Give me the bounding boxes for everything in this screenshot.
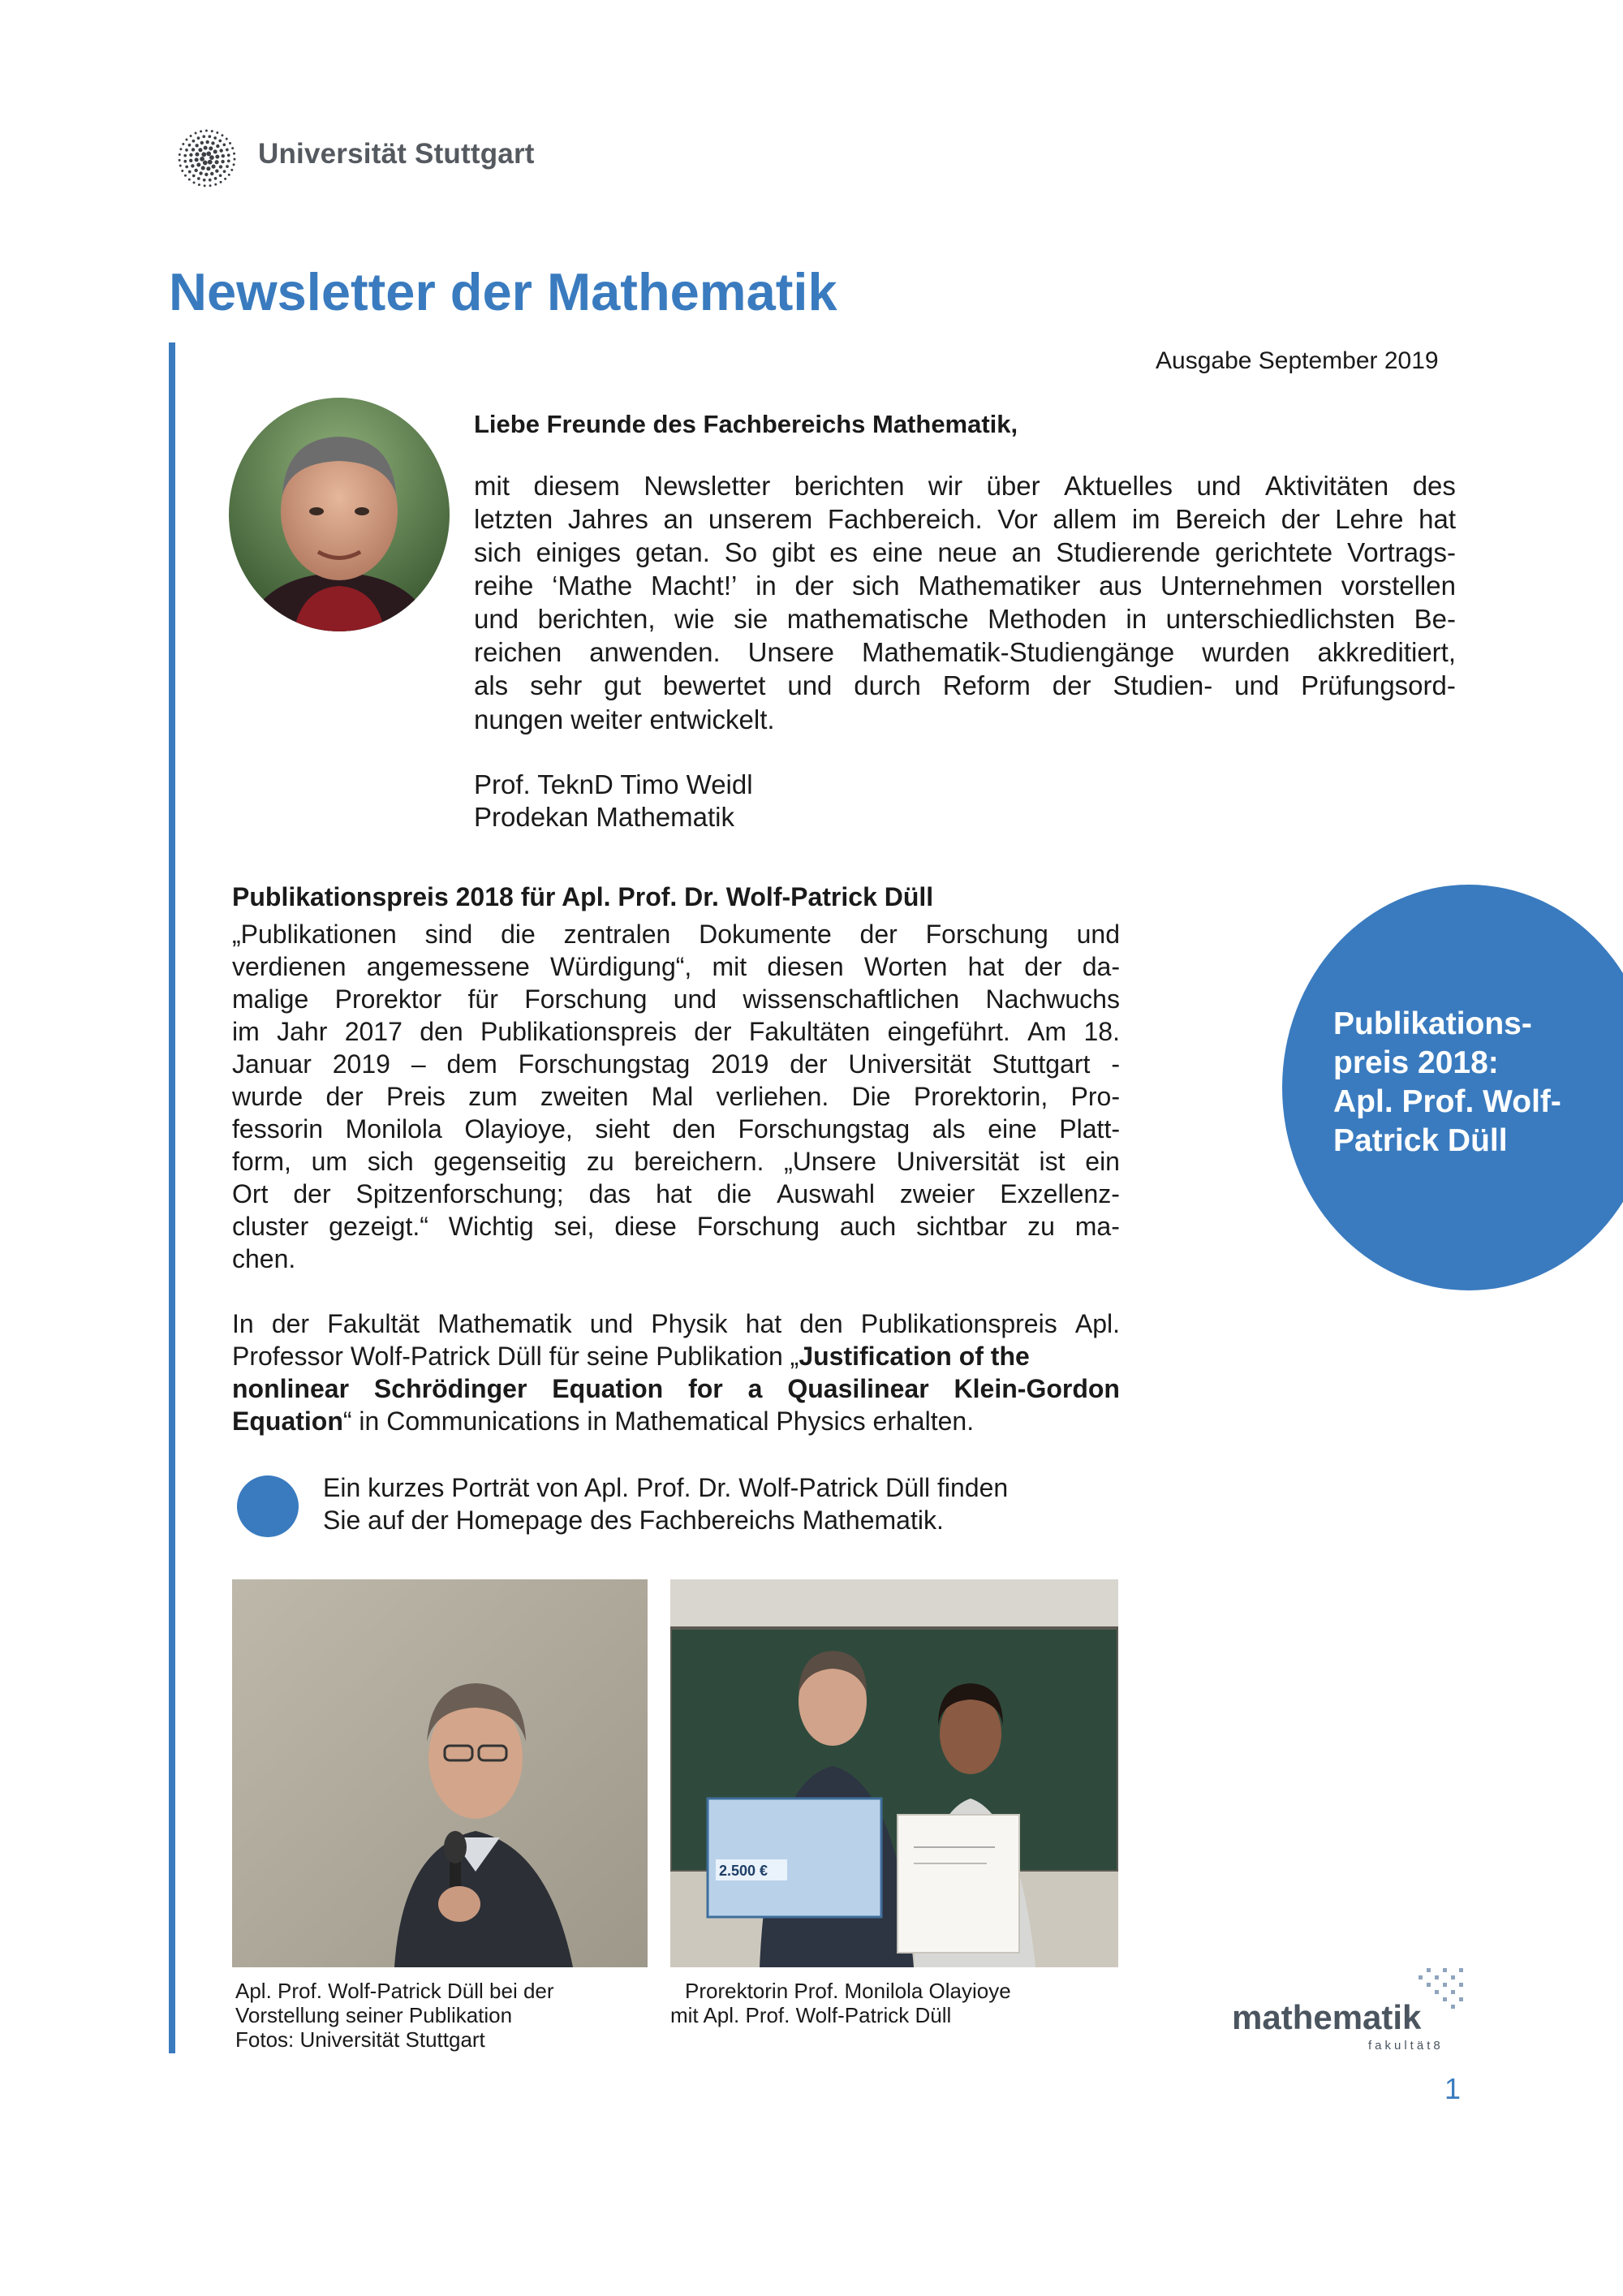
word: Spitzenforschung;	[355, 1179, 564, 1208]
mathematik-logo-word: mathematik	[1232, 1998, 1422, 2036]
p2-line4-text: “ in Communications in Mathematical Physics erhalten.	[342, 1406, 975, 1436]
article-p2-line-2	[232, 1342, 1120, 1372]
word: „Publikationen	[232, 920, 397, 949]
word: sich	[851, 571, 900, 601]
word: for	[688, 1374, 723, 1403]
word: zweier	[899, 1179, 975, 1208]
word: um	[311, 1147, 348, 1176]
word: wurden	[1202, 637, 1290, 667]
word: wurde	[232, 1082, 304, 1111]
word: Aktivitäten	[1264, 471, 1389, 501]
circle-line-3: Apl. Prof. Wolf-	[1333, 1084, 1561, 1119]
word: unterschiedlichsten	[1165, 604, 1396, 634]
word: hat	[745, 1309, 782, 1338]
word: mathematische	[786, 604, 969, 634]
word: Monilola	[345, 1114, 442, 1144]
word: eingeführt.	[887, 1017, 1010, 1046]
word: nonlinear	[232, 1374, 350, 1403]
word: Nachwuchs	[985, 984, 1120, 1014]
word: sei,	[553, 1212, 595, 1241]
article-line-6	[232, 1082, 1120, 1112]
photo-award-ceremony	[670, 1579, 1118, 1967]
word: im	[232, 1017, 260, 1046]
word: der	[694, 1017, 732, 1046]
word: -	[1111, 1049, 1120, 1079]
word: cluster	[232, 1212, 309, 1241]
word: Fakultäten	[748, 1017, 871, 1046]
word: wir	[928, 471, 963, 501]
word: akkreditiert,	[1317, 637, 1456, 667]
university-seal-icon	[170, 122, 243, 195]
word: in	[1126, 604, 1147, 634]
word: Mathematiker	[918, 571, 1081, 601]
word: form,	[232, 1147, 291, 1176]
word: an	[1011, 537, 1042, 567]
word: Apl.	[1074, 1309, 1120, 1338]
word: Publikationspreis	[860, 1309, 1057, 1338]
word: der	[293, 1179, 331, 1208]
word: Macht!’	[650, 571, 738, 601]
word: sieht	[595, 1114, 650, 1144]
word: Mathematik	[437, 1309, 572, 1338]
p2-line2-text: Professor Wolf-Patrick Düll für seine Publikation „	[232, 1342, 799, 1371]
word: Mal	[651, 1082, 694, 1111]
word: das	[588, 1179, 631, 1208]
mathematik-logo-dots-icon	[1419, 1964, 1475, 2013]
word: Mathematik-Studiengänge	[862, 637, 1175, 667]
editor-portrait-photo	[229, 398, 450, 631]
word: dem	[446, 1049, 497, 1079]
word: die	[717, 1179, 752, 1208]
article-line-2	[232, 952, 1120, 982]
word: ist	[1039, 1147, 1065, 1176]
mathematik-logo	[1232, 1964, 1475, 2053]
intro-line-5	[474, 602, 1456, 635]
intro-line-1	[474, 469, 1456, 502]
word: Prorektorin,	[913, 1082, 1048, 1111]
word: der	[1281, 504, 1320, 534]
word: die	[501, 920, 536, 949]
word: zu	[1027, 1212, 1055, 1241]
word: –	[411, 1049, 426, 1079]
word: reihe	[474, 571, 534, 601]
word: es	[829, 537, 859, 567]
intro-line-3	[474, 536, 1456, 569]
word: In	[232, 1309, 254, 1338]
word: Publikationspreis	[480, 1017, 677, 1046]
university-name: Universität Stuttgart	[258, 138, 535, 170]
word: Vor	[997, 504, 1038, 534]
caption-photo1-line-1: Apl. Prof. Wolf-Patrick Düll bei der	[235, 1979, 554, 2003]
word: Am	[1027, 1017, 1067, 1046]
word: getan.	[635, 537, 710, 567]
circle-line-4: Patrick Düll	[1333, 1123, 1508, 1158]
caption-photo2-line-1: Prorektorin Prof. Monilola Olayioye	[685, 1979, 1011, 2003]
word: und	[787, 670, 833, 700]
word: bereichern.	[634, 1147, 764, 1176]
word: Reform	[942, 670, 1031, 700]
word: Wichtig	[448, 1212, 534, 1241]
article-last-line: chen.	[232, 1244, 296, 1273]
caption-photo2-line-2: mit Apl. Prof. Wolf-Patrick Düll	[670, 2003, 952, 2027]
circle-line-1: Publikations-	[1333, 1006, 1532, 1041]
word: gut	[604, 670, 642, 700]
word: diese	[614, 1212, 677, 1241]
word: hat	[967, 952, 1005, 981]
word: Studierende	[1056, 537, 1201, 567]
word: und	[474, 604, 519, 634]
word: verdienen	[232, 952, 347, 981]
word: unserem	[708, 504, 813, 534]
word: sind	[424, 920, 473, 949]
word: und	[1234, 670, 1280, 700]
word: diesem	[533, 471, 620, 501]
word: Forschungstag	[738, 1114, 911, 1144]
word: der	[325, 1082, 364, 1111]
word: auch	[839, 1212, 897, 1241]
word: über	[986, 471, 1040, 501]
word: Quasilinear	[787, 1374, 929, 1403]
word: Forschung	[696, 1212, 820, 1241]
word: für	[467, 984, 498, 1014]
word: Schrödinger	[373, 1374, 527, 1403]
word: Dokumente	[699, 920, 832, 949]
word: hat	[1419, 504, 1456, 534]
word: 2019	[711, 1049, 769, 1079]
word: So	[724, 537, 758, 567]
word: vorstellen	[1341, 571, 1456, 601]
intro-line-7	[474, 669, 1456, 702]
word: Ort	[232, 1179, 269, 1208]
word: Fakultät	[327, 1309, 420, 1338]
issue-date: Ausgabe September 2019	[1156, 347, 1439, 374]
word: des	[1412, 471, 1456, 501]
word: hat	[656, 1179, 692, 1208]
word: Prorektor	[334, 984, 442, 1014]
word: berichten,	[537, 604, 656, 634]
word: Olayioye,	[464, 1114, 573, 1144]
publication-title-part-1: Justification of the	[799, 1342, 1030, 1371]
word: Forschung	[925, 920, 1048, 949]
caption-photo-credit: Fotos: Universität Stuttgart	[235, 2027, 485, 2052]
word: gezeigt.“	[329, 1212, 428, 1241]
word: Physik	[651, 1309, 728, 1338]
word: als	[474, 670, 509, 700]
word: a	[747, 1374, 763, 1403]
intro-last-line: nungen weiter entwickelt.	[474, 704, 775, 734]
word: der	[1024, 952, 1062, 981]
article-line-9	[232, 1179, 1120, 1209]
word: und	[1196, 471, 1242, 501]
word: anwenden.	[589, 637, 721, 667]
caption-photo1-line-2: Vorstellung seiner Publikation	[235, 2003, 513, 2027]
word: den	[420, 1017, 463, 1046]
word: und	[673, 984, 717, 1014]
word: mit	[712, 952, 747, 981]
word: ein	[1085, 1147, 1120, 1176]
word: neue	[937, 537, 997, 567]
mathematik-logo-sub: fakultät8	[1368, 2039, 1444, 2053]
word: Preis	[385, 1082, 446, 1111]
word: 2017	[344, 1017, 403, 1046]
note-line-2: Sie auf der Homepage des Fachbereichs Mathematik.	[323, 1506, 944, 1535]
word: Lehre	[1335, 504, 1404, 534]
word: Würdigung“,	[549, 952, 692, 981]
word: angemessene	[366, 952, 530, 981]
word: ‘Mathe	[552, 571, 633, 601]
word: Methoden	[988, 604, 1107, 634]
word: zu	[586, 1147, 614, 1176]
word: eine	[872, 537, 923, 567]
word: eine	[988, 1114, 1037, 1144]
intro-line-2	[474, 502, 1456, 536]
word: Vortrags-	[1347, 537, 1456, 567]
word: sie	[734, 604, 768, 634]
word: Universität	[896, 1147, 1019, 1176]
word: reichen	[474, 637, 562, 667]
word: Die	[851, 1082, 891, 1111]
word: wissenschaftlichen	[743, 984, 960, 1014]
word: sich	[367, 1147, 414, 1176]
word: den	[799, 1309, 843, 1338]
intro-line-6	[474, 635, 1456, 669]
word: Equation	[552, 1374, 664, 1403]
check-amount: 2.500 €	[719, 1863, 768, 1879]
publication-title-part-3: Equation	[232, 1406, 343, 1436]
word: berichten	[794, 471, 905, 501]
word: der	[271, 1309, 310, 1338]
left-accent-rule	[169, 342, 175, 2053]
word: Exzellenz-	[1000, 1179, 1120, 1208]
word: 2019	[332, 1049, 390, 1079]
word: 18.	[1083, 1017, 1120, 1046]
word: an	[663, 504, 694, 534]
word: Bereich	[1175, 504, 1267, 534]
word: allem	[1053, 504, 1117, 534]
word: in	[756, 571, 777, 601]
word: Auswahl	[777, 1179, 876, 1208]
article-line-5	[232, 1049, 1120, 1079]
word: Stuttgart	[992, 1049, 1091, 1079]
circle-line-2: preis 2018:	[1333, 1045, 1499, 1080]
word: letzten	[474, 504, 553, 534]
word: der	[794, 571, 834, 601]
word: fessorin	[232, 1114, 324, 1144]
word: der	[790, 1049, 828, 1079]
word: zum	[468, 1082, 518, 1111]
word: wie	[674, 604, 715, 634]
publication-title-part-2	[232, 1374, 1120, 1404]
word: Forschung	[524, 984, 648, 1014]
article-p2-line-4	[232, 1406, 974, 1437]
word: sehr	[530, 670, 583, 700]
intro-line-4	[474, 569, 1456, 602]
greeting: Liebe Freunde des Fachbereichs Mathematik,	[474, 410, 1018, 438]
word: Platt-	[1059, 1114, 1120, 1144]
word: gegenseitig	[433, 1147, 567, 1176]
word: malige	[232, 984, 309, 1014]
article-line-1	[232, 920, 1120, 950]
photo-speaker	[232, 1579, 648, 1967]
word: Forschungstag	[518, 1049, 691, 1079]
word: Aktuelles	[1064, 471, 1173, 501]
article-line-8	[232, 1147, 1120, 1177]
word: Newsletter	[644, 471, 771, 501]
word: Jahr	[277, 1017, 328, 1046]
article-line-4	[232, 1017, 1120, 1047]
word: gerichtete	[1215, 537, 1333, 567]
word: Pro-	[1070, 1082, 1120, 1111]
word: den	[672, 1114, 716, 1144]
word: aus	[1099, 571, 1143, 601]
word: sichtbar	[916, 1212, 1008, 1241]
page-number: 1	[1444, 2072, 1462, 2105]
word: Studien-	[1113, 670, 1213, 700]
note-bullet-dot	[237, 1475, 299, 1537]
word: „Unsere	[784, 1147, 876, 1176]
word: einiges	[536, 537, 622, 567]
note-line-1: Ein kurzes Porträt von Apl. Prof. Dr. Wolf-Patrick Düll finden	[323, 1473, 1009, 1502]
word: Januar	[232, 1049, 312, 1079]
signature-name: Prof. TeknD Timo Weidl	[474, 769, 753, 799]
article-heading: Publikationspreis 2018 für Apl. Prof. Dr. Wolf-Patrick Düll	[232, 882, 934, 911]
article-line-10	[232, 1212, 1120, 1242]
article-p2-line-1	[232, 1309, 1120, 1339]
word: Klein-Gordon	[954, 1374, 1120, 1403]
word: Jahres	[567, 504, 648, 534]
word: bewertet	[662, 670, 766, 700]
word: durch	[854, 670, 921, 700]
word: Worten	[863, 952, 948, 981]
word: und	[1076, 920, 1120, 949]
word: als	[932, 1114, 966, 1144]
word: Unternehmen	[1160, 571, 1323, 601]
word: der	[859, 920, 898, 949]
word: zentralen	[563, 920, 671, 949]
word: Prüfungsord-	[1301, 670, 1456, 700]
signature-role: Prodekan Mathematik	[474, 802, 734, 832]
word: der	[1052, 670, 1091, 700]
word: sich	[474, 537, 522, 567]
word: da-	[1082, 952, 1120, 981]
word: mit	[474, 471, 510, 501]
word: Be-	[1414, 604, 1456, 634]
newsletter-title: Newsletter der Mathematik	[169, 262, 837, 321]
article-line-3	[232, 984, 1120, 1014]
article-line-7	[232, 1114, 1120, 1144]
word: ma-	[1074, 1212, 1120, 1241]
word: im	[1131, 504, 1160, 534]
word: diesen	[767, 952, 844, 981]
word: Universität	[848, 1049, 971, 1079]
word: und	[589, 1309, 634, 1338]
word: Fachbereich.	[827, 504, 983, 534]
word: zweiten	[540, 1082, 629, 1111]
word: verliehen.	[716, 1082, 829, 1111]
word: gibt	[772, 537, 816, 567]
word: Unsere	[747, 637, 835, 667]
